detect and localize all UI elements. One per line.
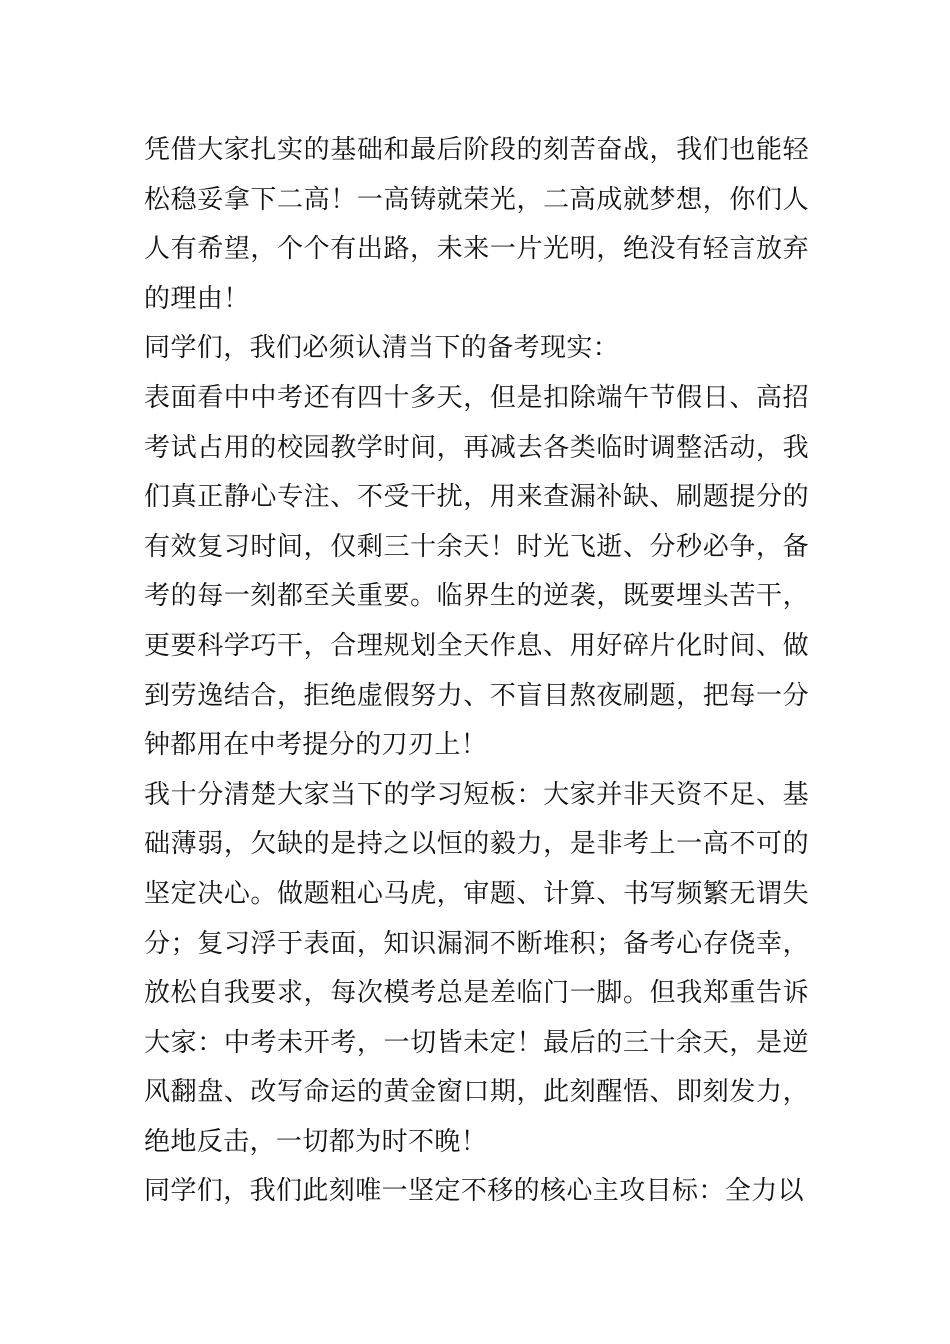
paragraph-2: 同学们，我们必须认清当下的备考现实： bbox=[144, 333, 620, 364]
paragraph-4: 我十分清楚大家当下的学习短板：大家并非天资不足、基础薄弱，欠缺的是持之以恒的毅力，是非考上一高不可的坚定决心。做题粗心马虎，审题、计算、书写频繁无谓失分；复习浮于表面，知识漏洞不断堆积；备考心存侥幸，放松自我要求，每次模考总是差临门一脚。但我郑重告诉大家：中考未开考，一切皆未定！最后的三十余天，是逆风翻盘、改写命运的黄金窗口期，此刻醒悟、即刻发力，绝地反击，一切都为时不晚！ bbox=[144, 779, 809, 1157]
paragraph-3: 表面看中中考还有四十多天，但是扣除端午节假日、高招考试占用的校园教学时间，再减去各类临时调整活动，我们真正静心专注、不受干扰，用来查漏补缺、刷题提分的有效复习时间，仅剩三十余天！时光飞逝、分秒必争，备考的每一刻都至关重要。临界生的逆袭，既要埋头苦干，更要科学巧干，合理规划全天作息、用好碎片化时间、做到劳逸结合，拒绝虚假努力、不盲目熬夜刷题，把每一分钟都用在中考提分的刀刃上！ bbox=[144, 382, 809, 761]
paragraph-1: 凭借大家扎实的基础和最后阶段的刻苦奋战，我们也能轻松稳妥拿下二高！一高铸就荣光，二高成就梦想，你们人人有希望，个个有出路，未来一片光明，绝没有轻言放弃的理由！ bbox=[144, 135, 809, 314]
body-text bbox=[144, 126, 809, 1217]
paragraph-5: 同学们，我们此刻唯一坚定不移的核心主攻目标：全力以 bbox=[144, 1176, 805, 1207]
